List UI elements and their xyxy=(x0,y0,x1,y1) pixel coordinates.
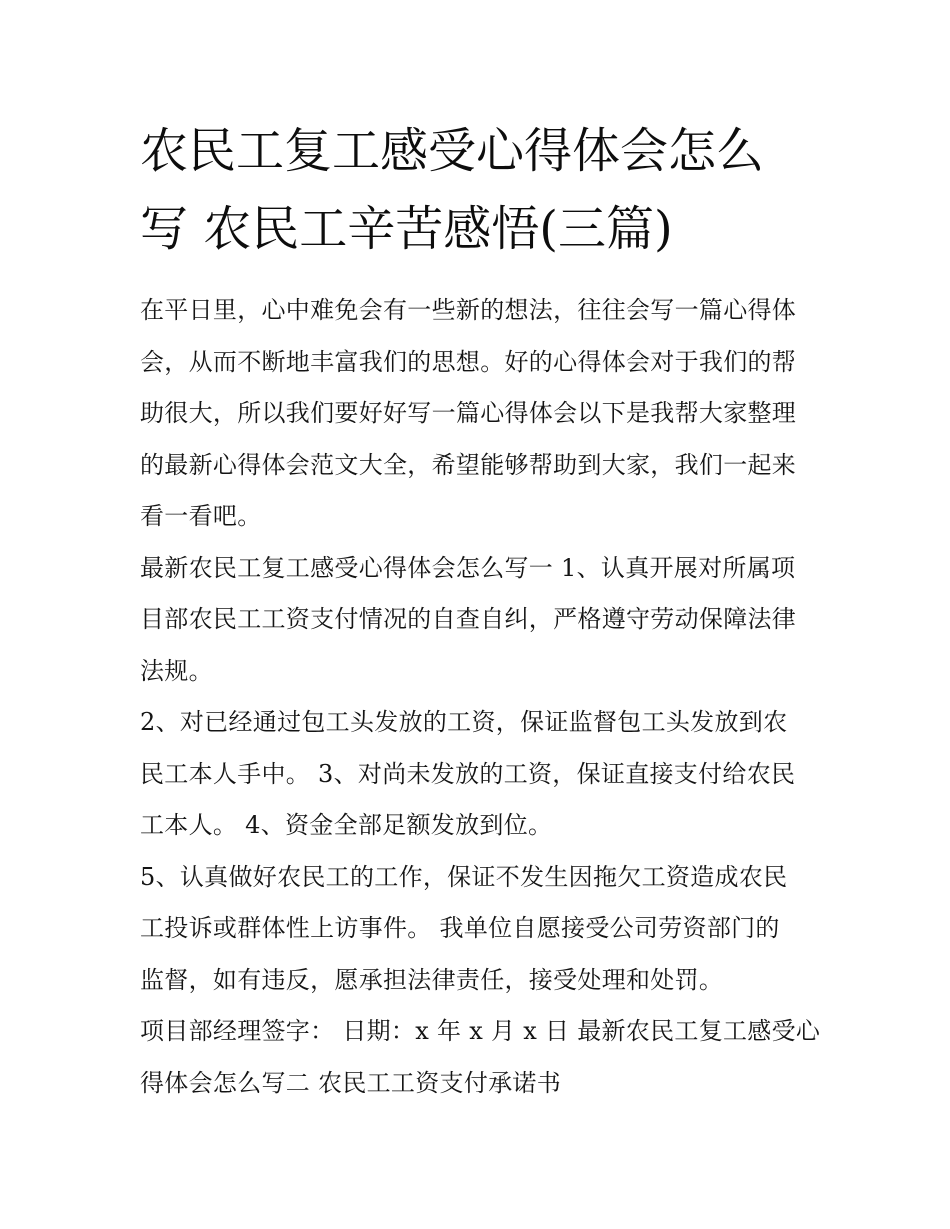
section-one-paragraph xyxy=(140,543,812,698)
text-line: 得体会怎么写二 农民工工资支付承诺书 xyxy=(140,1068,562,1097)
title-line: 写 农民工辛苦感悟(三篇) xyxy=(140,201,673,257)
text-line: 监督，如有违反，愿承担法律责任，接受处理和处罚。 xyxy=(140,965,724,994)
text-line: 会，从而不断地丰富我们的思想。好的心得体会对于我们的帮 xyxy=(140,347,797,376)
item-five-paragraph xyxy=(140,852,812,1007)
text-line: 助很大，所以我们要好好写一篇心得体会以下是我帮大家整理 xyxy=(140,399,797,427)
text-line: 民工本人手中。 3、对尚未发放的工资，保证直接支付给农民 xyxy=(140,759,796,788)
text-line: 项目部经理签字： 日期：x 年 x 月 x 日 最新农民工复工感受心 xyxy=(140,1017,821,1045)
text-line: 工本人。 4、资金全部足额发放到位。 xyxy=(140,811,553,839)
page-title xyxy=(140,112,812,268)
text-line: 目部农民工工资支付情况的自查自纠，严格遵守劳动保障法律 xyxy=(140,605,797,633)
text-line: 法规。 xyxy=(140,656,213,685)
text-line: 工投诉或群体性上访事件。 我单位自愿接受公司劳资部门的 xyxy=(140,914,780,942)
text-line: 的最新心得体会范文大全，希望能够帮助到大家，我们一起来 xyxy=(140,450,797,479)
signature-paragraph xyxy=(140,1006,821,1109)
title-line: 农民工复工感受心得体会怎么 xyxy=(140,123,765,179)
text-line: 2、对已经通过包工头发放的工资，保证监督包工头发放到农 xyxy=(140,708,788,736)
text-line: 在平日里，心中难免会有一些新的想法，往往会写一篇心得体 xyxy=(140,296,797,324)
document-body xyxy=(140,285,821,1109)
text-line: 看一看吧。 xyxy=(140,502,262,530)
intro-paragraph xyxy=(140,285,812,543)
document-page xyxy=(140,112,821,1109)
text-line: 5、认真做好农民工的工作，保证不发生因拖欠工资造成农民 xyxy=(140,862,788,891)
item-two-paragraph xyxy=(140,697,812,852)
text-line: 最新农民工复工感受心得体会怎么写一 1、认真开展对所属项 xyxy=(140,553,796,582)
